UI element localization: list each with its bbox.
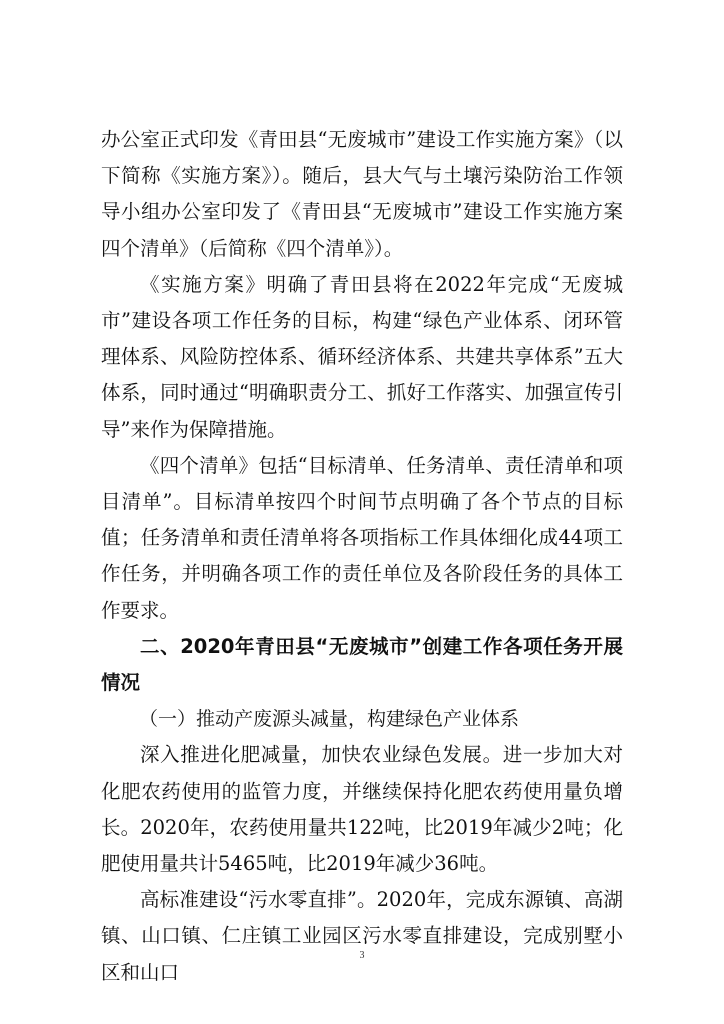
document-body [101,122,623,991]
paragraph-sewage-zero-discharge: 高标准建设“污水零直排”。2020年，完成东源镇、高湖镇、山口镇、仁庄镇工业园区污水零直排建设，完成别墅小区和山口 [101,888,623,984]
paragraph-implementation-plan: 《实施方案》明确了青田县将在2022年完成“无废城市”建设各项工作任务的目标，构建“绿色产业体系、闭环管理体系、风险防控体系、循环经济体系、共建共享体系”五大体系，同时通过“明确职责分工、抓好工作落实、加强宣传引导”来作为保障措施。 [101,272,623,441]
subsection-heading: （一）推动产废源头减量，构建绿色产业体系 [139,708,520,731]
paragraph-implementation-notice: 办公室正式印发《青田县“无废城市”建设工作实施方案》（以下简称《实施方案》）。随后，县大气与土壤污染防治工作领导小组办公室印发了《青田县“无废城市”建设工作实施方案四个清单》（后简称《四个清单》）。 [101,128,623,260]
paragraph-four-lists: 《四个清单》包括“目标清单、任务清单、责任清单和项目清单”。目标清单按四个时间节点明确了各个节点的目标值；任务清单和责任清单将各项指标工作具体细化成44项工作任务，并明确各项工作的责任单位及各阶段任务的具体工作要求。 [101,453,623,622]
section-heading: 二、2020年青田县“无废城市”创建工作各项任务开展情况 [101,634,623,695]
paragraph-fertilizer-reduction: 深入推进化肥减量，加快农业绿色发展。进一步加大对化肥农药使用的监管力度，并继续保持化肥农药使用量负增长。2020年，农药使用量共122吨，比2019年减少2吨；化肥使用量共计5465吨，比2019年减少36吨。 [101,743,623,876]
page-number: 3 [359,950,365,961]
